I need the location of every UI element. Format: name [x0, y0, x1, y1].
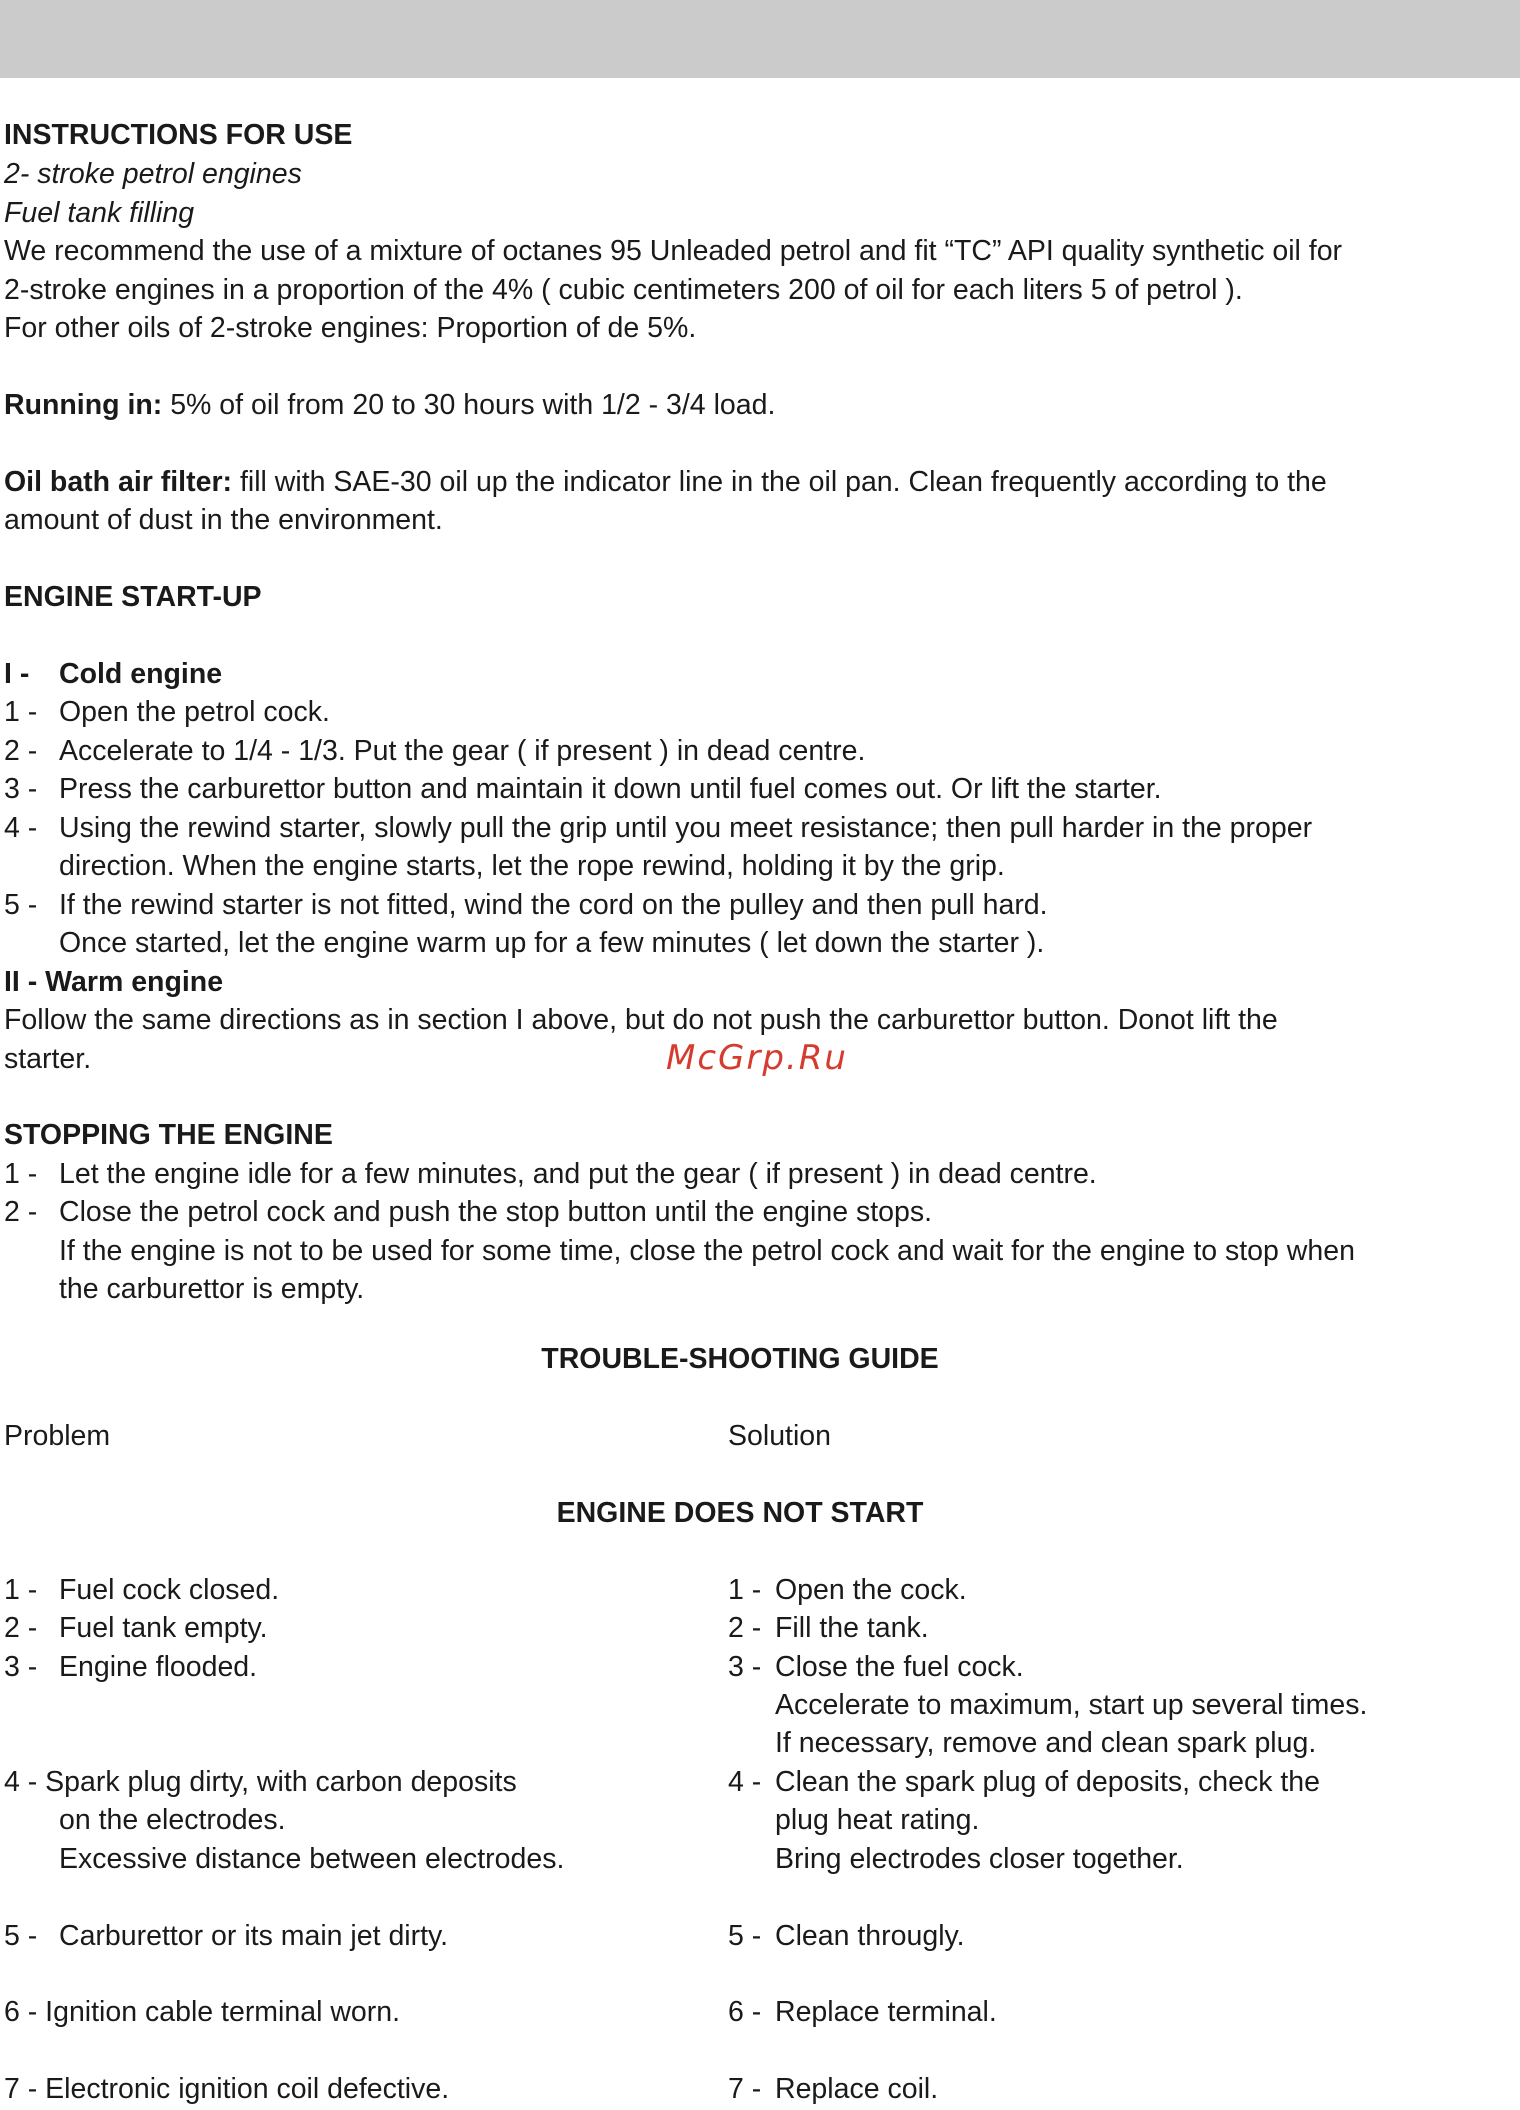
list-number: 2 -	[4, 735, 38, 767]
section-title-instructions: INSTRUCTIONS FOR USE	[4, 119, 353, 151]
list-number: 4 -	[728, 1766, 762, 1798]
list-number: 5 -	[728, 1920, 762, 1952]
list-number: 3 -	[728, 1651, 762, 1683]
list-text: the carburettor is empty.	[59, 1273, 365, 1305]
paragraph-line: 2-stroke engines in a proportion of the 4% ( cubic centimeters 200 of oil for each liters 5 of petrol ).	[4, 274, 1243, 306]
list-text: Using the rewind starter, slowly pull the grip until you meet resistance; then pull harder in the proper	[59, 812, 1313, 844]
list-text: Bring electrodes closer together.	[775, 1843, 1184, 1875]
list-number: 7 -	[728, 2073, 762, 2105]
list-text: Replace coil.	[775, 2073, 939, 2105]
list-text: Press the carburettor button and maintain it down until fuel comes out. Or lift the starter.	[59, 773, 1162, 805]
list-text: Carburettor or its main jet dirty.	[59, 1920, 449, 1952]
air-filter-label: Oil bath air filter:	[4, 466, 233, 498]
list-text: Engine flooded.	[59, 1651, 258, 1683]
running-in-text: 5% of oil from 20 to 30 hours with 1/2 - 3/4 load.	[162, 389, 776, 421]
paragraph-line: We recommend the use of a mixture of octanes 95 Unleaded petrol and fit “TC” API quality synthetic oil for	[4, 235, 1343, 267]
section-title-troubleshooting: TROUBLE-SHOOTING GUIDE	[541, 1343, 939, 1375]
list-text: 6 - Ignition cable terminal worn.	[4, 1996, 401, 2028]
paragraph-line: amount of dust in the environment.	[4, 504, 443, 536]
list-text: Clean the spark plug of deposits, check the	[775, 1766, 1320, 1798]
list-text: Replace terminal.	[775, 1996, 997, 2028]
list-text: Accelerate to 1/4 - 1/3. Put the gear ( if present ) in dead centre.	[59, 735, 866, 767]
list-number: 2 -	[4, 1196, 38, 1228]
warm-engine-heading: II - Warm engine	[4, 966, 224, 998]
list-text: Clean througly.	[775, 1920, 965, 1952]
list-text: 7 - Electronic ignition coil defective.	[4, 2073, 450, 2105]
column-header-solution: Solution	[728, 1420, 831, 1452]
section-title-startup: ENGINE START-UP	[4, 581, 262, 613]
list-text: If the engine is not to be used for some time, close the petrol cock and wait for the engine to stop when	[59, 1235, 1355, 1267]
cold-engine-label: Cold engine	[59, 658, 223, 690]
running-in-paragraph	[4, 388, 775, 422]
list-text: direction. When the engine starts, let the rope rewind, holding it by the grip.	[59, 850, 1005, 882]
list-number: 3 -	[4, 1651, 38, 1683]
list-number: 4 -	[4, 812, 38, 844]
subtitle-engines: 2- stroke petrol engines	[4, 158, 302, 190]
list-number: 1 -	[4, 1158, 38, 1190]
list-text: Accelerate to maximum, start up several times.	[775, 1689, 1368, 1721]
list-number: 2 -	[4, 1612, 38, 1644]
column-header-problem: Problem	[4, 1420, 111, 1452]
list-text: Excessive distance between electrodes.	[59, 1843, 565, 1875]
list-number: 1 -	[728, 1574, 762, 1606]
paragraph-line: For other oils of 2-stroke engines: Proportion of de 5%.	[4, 312, 697, 344]
air-filter-paragraph	[4, 465, 1327, 499]
list-number: 2 -	[728, 1612, 762, 1644]
list-text: plug heat rating.	[775, 1804, 980, 1836]
list-number: 6 -	[728, 1996, 762, 2028]
paragraph-line: Follow the same directions as in section I above, but do not push the carburettor button. Donot lift the	[4, 1004, 1278, 1036]
list-text: If the rewind starter is not fitted, wind the cord on the pulley and then pull hard.	[59, 889, 1048, 921]
list-text: Open the cock.	[775, 1574, 967, 1606]
list-number: 1 -	[4, 1574, 38, 1606]
list-number: 5 -	[4, 1920, 38, 1952]
section-title-stopping: STOPPING THE ENGINE	[4, 1119, 333, 1151]
list-text: Close the fuel cock.	[775, 1651, 1024, 1683]
list-text: Open the petrol cock.	[59, 696, 330, 728]
list-text: Fuel tank empty.	[59, 1612, 268, 1644]
list-number: 1 -	[4, 696, 38, 728]
header-band	[0, 0, 1520, 78]
list-text: 4 - Spark plug dirty, with carbon deposits	[4, 1766, 517, 1798]
list-number: 3 -	[4, 773, 38, 805]
list-text: If necessary, remove and clean spark plug.	[775, 1727, 1317, 1759]
subtitle-fuel: Fuel tank filling	[4, 197, 195, 229]
list-text: Let the engine idle for a few minutes, and put the gear ( if present ) in dead centre.	[59, 1158, 1097, 1190]
list-number: 5 -	[4, 889, 38, 921]
air-filter-text: fill with SAE-30 oil up the indicator line in the oil pan. Clean frequently according to the	[232, 466, 1327, 498]
list-text: Once started, let the engine warm up for a few minutes ( let down the starter ).	[59, 927, 1045, 959]
list-number: I -	[4, 658, 30, 690]
list-text: Close the petrol cock and push the stop button until the engine stops.	[59, 1196, 932, 1228]
list-text: on the electrodes.	[59, 1804, 286, 1836]
list-text: Fuel cock closed.	[59, 1574, 280, 1606]
watermark: McGrp.Ru	[666, 1038, 848, 1078]
list-text: Fill the tank.	[775, 1612, 929, 1644]
subsection-engine-does-not-start: ENGINE DOES NOT START	[556, 1497, 924, 1529]
paragraph-line: starter.	[4, 1043, 92, 1075]
running-in-label: Running in:	[4, 389, 163, 421]
